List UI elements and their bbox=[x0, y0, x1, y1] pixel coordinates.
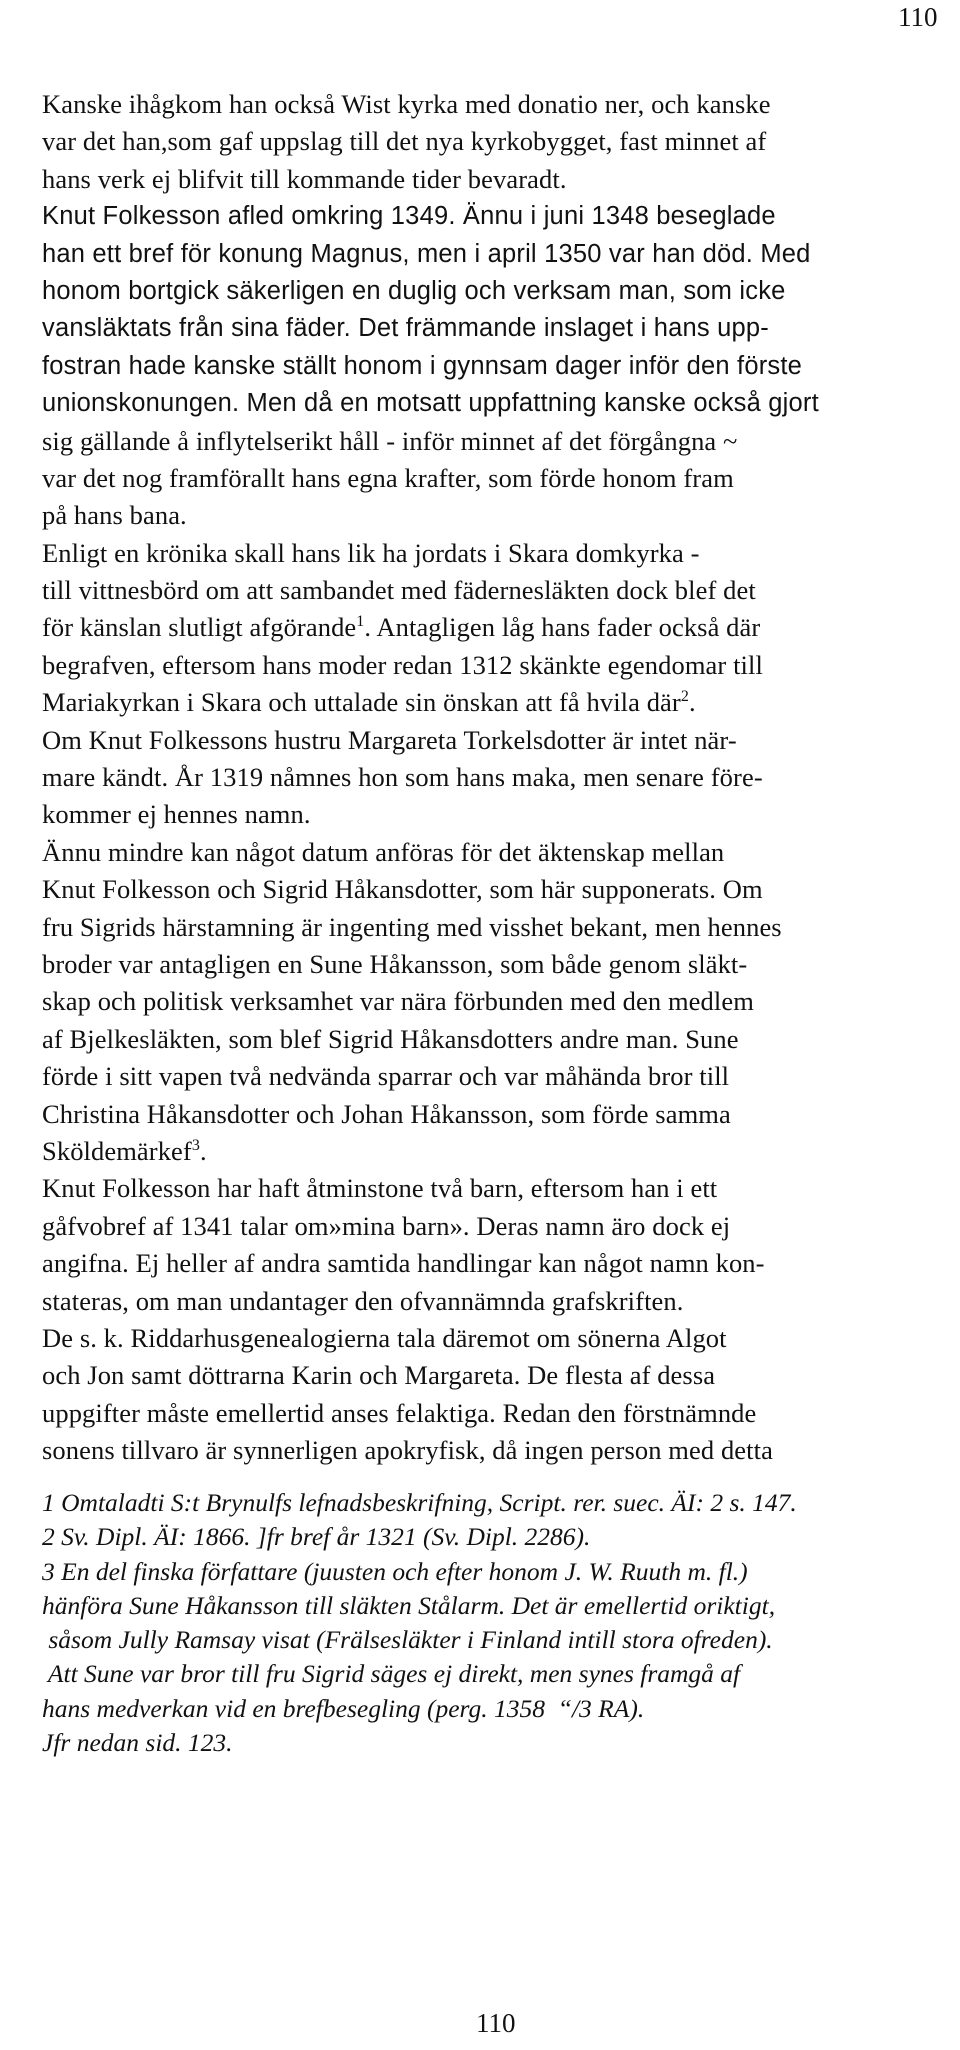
body-line bbox=[42, 1320, 942, 1357]
body-line-text: mare kändt. År 1319 nåmnes hon som hans maka, men senare före- bbox=[42, 762, 763, 793]
footnote-line: 2 Sv. Dipl. ÄI: 1866. ]fr bref år 1321 (Sv. Dipl. 2286). bbox=[42, 1522, 591, 1552]
body-line bbox=[42, 871, 942, 908]
body-line-text: af Bjelkesläkten, som blef Sigrid Håkansdotters andre man. Sune bbox=[42, 1023, 739, 1054]
body-line bbox=[42, 1357, 942, 1394]
footnote-ref: 2 bbox=[680, 688, 689, 706]
body-line-text: begrafven, eftersom hans moder redan 1312 skänkte egendomar till bbox=[42, 649, 763, 680]
body-line bbox=[42, 1432, 942, 1469]
body-line-text: Ännu mindre kan något datum anföras för det äktenskap mellan bbox=[42, 836, 725, 867]
body-line-text-after: . Antagligen låg hans fader också där bbox=[364, 612, 761, 643]
page-number-top: 110 bbox=[898, 2, 938, 32]
body-line-text: Knut Folkesson och Sigrid Håkansdotter, som här supponerats. Om bbox=[42, 874, 763, 905]
body-line bbox=[42, 1283, 942, 1320]
body-line bbox=[42, 1208, 942, 1245]
body-line-text: De s. k. Riddarhusgenealogierna tala däremot om sönerna Algot bbox=[42, 1322, 727, 1353]
body-line bbox=[42, 684, 942, 721]
body-line bbox=[42, 647, 942, 684]
body-line-text: Christina Håkansdotter och Johan Håkansson, som förde samma bbox=[42, 1098, 731, 1129]
body-line-text-after: . bbox=[199, 1135, 207, 1166]
body-line-text: förde i sitt vapen två nedvända sparrar och var måhända bror till bbox=[42, 1061, 730, 1092]
body-line-text: honom bortgick säkerligen en duglig och verksam man, som icke bbox=[42, 276, 786, 305]
footnote-ref: 3 bbox=[191, 1136, 200, 1154]
body-line-text: fostran hade kanske ställt honom i gynnsam dager inför den förste bbox=[42, 351, 803, 380]
body-line bbox=[42, 983, 942, 1020]
body-line bbox=[42, 1395, 942, 1432]
body-line-text: skap och politisk verksamhet var nära förbunden med den medlem bbox=[42, 986, 754, 1017]
footnote-line: hans medverkan vid en brefbesegling (perg. 1358 “/3 RA). bbox=[42, 1693, 645, 1723]
body-line-text: sig gällande å inflytelserikt håll - inför minnet af det förgångna ~ bbox=[42, 425, 738, 456]
body-line bbox=[42, 572, 942, 609]
body-line-text: Om Knut Folkessons hustru Margareta Torkelsdotter är intet när- bbox=[42, 724, 737, 755]
body-line-text: var det nog framförallt hans egna krafter, som förde honom fram bbox=[42, 462, 734, 493]
body-line-text: Sköldemärkef bbox=[42, 1135, 192, 1166]
body-line bbox=[42, 946, 942, 983]
body-line bbox=[42, 796, 942, 833]
body-line bbox=[42, 834, 942, 871]
body-line bbox=[42, 161, 942, 198]
body-line-text: vansläktats från sina fäder. Det främmande inslaget i hans upp- bbox=[42, 314, 769, 343]
body-line-text: för känslan slutligt afgörande bbox=[42, 612, 357, 643]
body-line-text: och Jon samt döttrarna Karin och Margareta. De flesta af dessa bbox=[42, 1360, 716, 1391]
body-line-text: angifna. Ej heller af andra samtida handlingar kan något namn kon- bbox=[42, 1248, 765, 1279]
body-line bbox=[42, 273, 942, 310]
body-line-text: uppgifter måste emellertid anses felaktiga. Redan den förstnämnde bbox=[42, 1397, 757, 1428]
body-line bbox=[42, 1096, 942, 1133]
body-line-text: unionskonungen. Men då en motsatt uppfattning kanske också gjort bbox=[42, 389, 819, 418]
body-line bbox=[42, 497, 942, 534]
body-line bbox=[42, 1058, 942, 1095]
footnote-line: Jfr nedan sid. 123. bbox=[42, 1728, 233, 1758]
page-number-bottom: 110 bbox=[476, 2008, 516, 2038]
footnote-line: hänföra Sune Håkansson till släkten Stålarm. Det är emellertid oriktigt, bbox=[42, 1590, 776, 1620]
body-line bbox=[42, 123, 942, 160]
body-line bbox=[42, 1170, 942, 1207]
body-line bbox=[42, 535, 942, 572]
body-line-text: Mariakyrkan i Skara och uttalade sin önskan att få hvila där bbox=[42, 687, 681, 718]
body-line-text: broder var antagligen en Sune Håkansson, som både genom släkt- bbox=[42, 948, 748, 979]
footnote-line: 1 Omtaladti S:t Brynulfs lefnadsbeskrifning, Script. rer. suec. ÄI: 2 s. 147. bbox=[42, 1488, 797, 1517]
footnote-line: Att Sune var bror till fru Sigrid säges ej direkt, men synes framgå af bbox=[42, 1659, 741, 1689]
body-line-text: stateras, om man undantager den ofvannämnda grafskriften. bbox=[42, 1285, 684, 1316]
body-line bbox=[42, 722, 942, 759]
body-line bbox=[42, 348, 942, 385]
body-line-text: var det han,som gaf uppslag till det nya kyrkobygget, fast minnet af bbox=[42, 126, 767, 157]
body-line-text: sonens tillvaro är synnerligen apokryfisk, då ingen person med detta bbox=[42, 1435, 773, 1466]
footnote-ref: 1 bbox=[356, 613, 365, 631]
body-line bbox=[42, 1245, 942, 1282]
body-line-text: kommer ej hennes namn. bbox=[42, 799, 311, 830]
body-line-text: hans verk ej blifvit till kommande tider bevaradt. bbox=[42, 163, 567, 194]
body-line-text: till vittnesbörd om att sambandet med fädernesläkten dock blef det bbox=[42, 575, 756, 606]
body-line bbox=[42, 909, 942, 946]
footnotes bbox=[42, 1486, 952, 1760]
footnote-line: såsom Jully Ramsay visat (Frälsesläkter i Finland intill stora ofreden). bbox=[42, 1625, 773, 1655]
body-line bbox=[42, 1133, 942, 1170]
body-line-text: Knut Folkesson har haft åtminstone två barn, eftersom han i ett bbox=[42, 1173, 718, 1204]
body-line-text: på hans bana. bbox=[42, 500, 187, 531]
body-line-text: gåfvobref af 1341 talar om»mina barn». Deras namn äro dock ej bbox=[42, 1210, 731, 1241]
body-line bbox=[42, 609, 942, 646]
body-text bbox=[42, 86, 942, 1469]
body-line-text: Kanske ihågkom han också Wist kyrka med donatio ner, och kanske bbox=[42, 89, 771, 119]
body-line bbox=[42, 385, 942, 422]
body-line-text-after: . bbox=[688, 687, 696, 718]
body-line-text: han ett bref för konung Magnus, men i april 1350 var han död. Med bbox=[42, 239, 811, 268]
body-line bbox=[42, 759, 942, 796]
body-line bbox=[42, 460, 942, 497]
body-line bbox=[42, 1021, 942, 1058]
body-line bbox=[42, 86, 942, 123]
body-line-text: Knut Folkesson afled omkring 1349. Ännu i juni 1348 beseglade bbox=[42, 202, 776, 231]
body-line bbox=[42, 198, 942, 235]
body-line bbox=[42, 423, 942, 460]
footnote-line: 3 En del finska författare (juusten och efter honom J. W. Ruuth m. fl.) bbox=[42, 1556, 748, 1586]
body-line bbox=[42, 236, 942, 273]
body-line bbox=[42, 310, 942, 347]
body-line-text: fru Sigrids härstamning är ingenting med visshet bekant, men hennes bbox=[42, 911, 782, 942]
body-line-text: Enligt en krönika skall hans lik ha jordats i Skara domkyrka - bbox=[42, 537, 700, 568]
